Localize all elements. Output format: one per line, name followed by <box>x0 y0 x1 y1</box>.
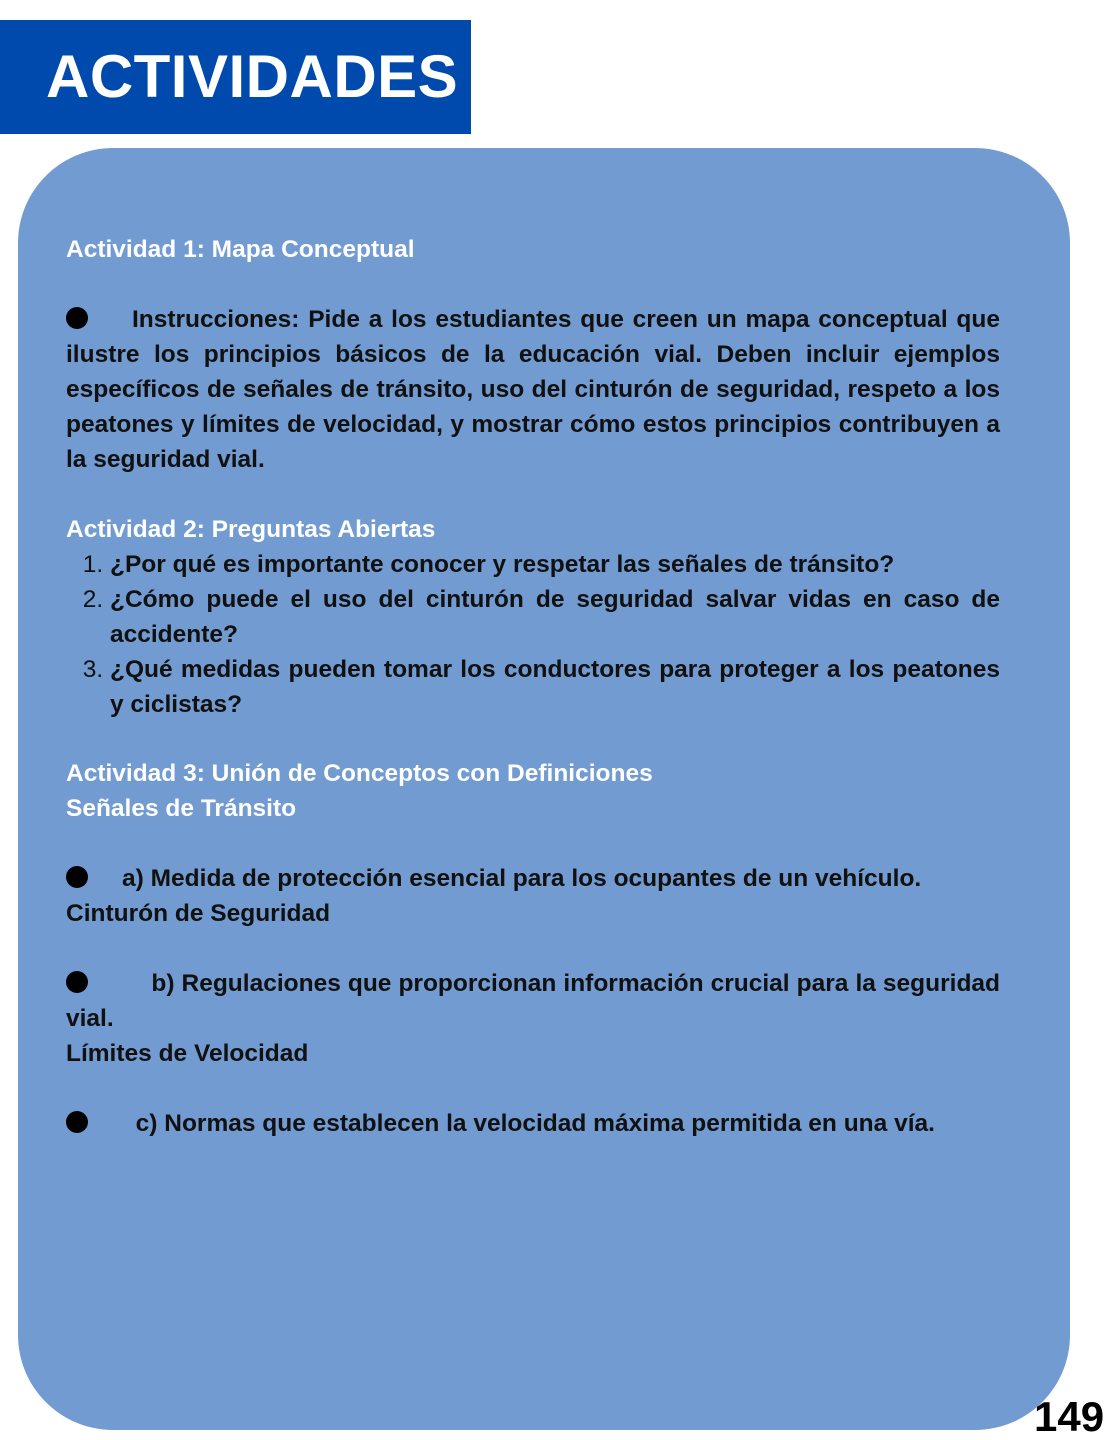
activity2-questions <box>66 547 1000 722</box>
header-banner <box>0 20 471 134</box>
activity1-title: Actividad 1: Mapa Conceptual <box>66 236 415 263</box>
page-title: ACTIVIDADES <box>46 43 459 110</box>
bullet-icon <box>66 1111 88 1133</box>
activity1-instructions <box>66 302 1000 477</box>
question-item: 1. ¿Por qué es importante conocer y respetar las señales de tránsito? <box>110 547 1000 582</box>
match-item <box>66 861 1000 931</box>
bullet-icon <box>66 307 88 329</box>
bullet-icon <box>66 971 88 993</box>
concept-text: Cinturón de Seguridad <box>66 900 331 927</box>
page-number: 149 <box>1034 1393 1105 1440</box>
instructions-text: Instrucciones: Pide a los estudiantes que creen un mapa conceptual que ilustre los principios básicos de la educación vial. Deben incluir ejemplos específicos de señales de tránsito, uso del cinturón de seguridad, respeto a los peatones y límites de velocidad, y mostrar cómo estos principios contribuyen a la seguridad vial. <box>66 306 1000 473</box>
question-item: 3. ¿Qué medidas pueden tomar los conductores para proteger a los peatones y ciclistas? <box>110 652 1000 722</box>
bullet-icon <box>66 866 88 888</box>
question-item: 2. ¿Cómo puede el uso del cinturón de seguridad salvar vidas en caso de accidente? <box>110 582 1000 652</box>
concept-text: Límites de Velocidad <box>66 1040 309 1067</box>
activity3-title: Actividad 3: Unión de Conceptos con Definiciones <box>66 760 653 787</box>
match-item <box>66 966 1000 1071</box>
match-item <box>66 1106 1000 1141</box>
activity3-subtitle: Señales de Tránsito <box>66 795 297 822</box>
definition-text: a) Medida de protección esencial para los ocupantes de un vehículo. <box>122 865 922 892</box>
definition-text: b) Regulaciones que proporcionan información crucial para la seguridad vial. <box>66 970 1001 1032</box>
activity2-title: Actividad 2: Preguntas Abiertas <box>66 516 436 543</box>
definition-text: c) Normas que establecen la velocidad máxima permitida en una vía. <box>135 1110 935 1137</box>
